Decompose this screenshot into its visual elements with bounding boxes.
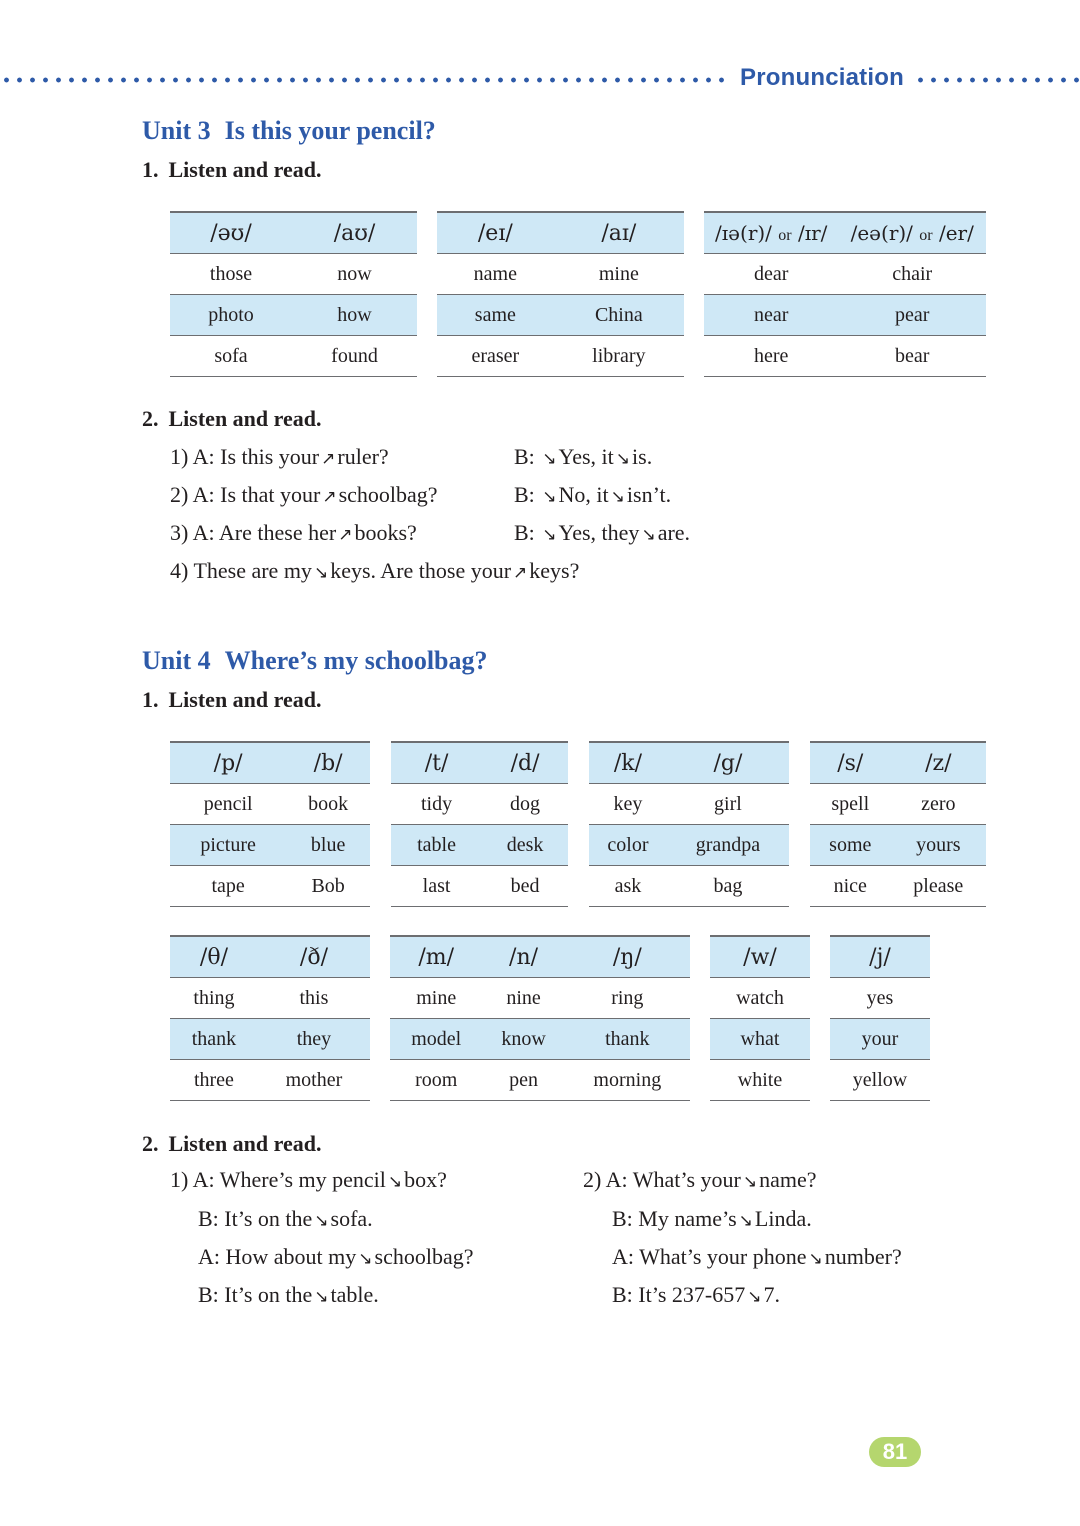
phoneme-header: /aʊ/: [292, 212, 417, 254]
word-cell: spell: [810, 784, 891, 825]
dialog-line-2-answer: [514, 482, 671, 508]
line-number: 4): [170, 558, 189, 583]
dialog-right-line-1: [583, 1167, 817, 1193]
unit4-number: Unit 4: [142, 646, 211, 675]
dialog-text: A: Where’s my pencil: [192, 1167, 386, 1192]
dialog-left-line-1: [170, 1167, 447, 1193]
word-cell: mine: [554, 254, 684, 295]
line-number: 2): [583, 1167, 602, 1192]
dialog-text: A: What’s your phone: [612, 1244, 807, 1269]
dialog-right-line-4: [612, 1282, 780, 1308]
word-cell: pencil: [170, 784, 286, 825]
dialog-text: keys?: [529, 558, 580, 583]
dialog-text: Yes, it: [558, 444, 614, 469]
word-cell: bed: [482, 866, 568, 907]
word-cell: some: [810, 825, 891, 866]
phoneme-header: /n/: [482, 936, 564, 978]
phoneme-header: /p/: [170, 742, 286, 784]
word-cell: white: [710, 1060, 810, 1101]
unit3-section1-number: 1.: [142, 157, 159, 182]
line-number: 3): [170, 520, 189, 545]
phoneme-header: /d/: [482, 742, 568, 784]
word-cell: those: [170, 254, 292, 295]
phoneme-header: [704, 212, 838, 254]
falling-intonation-icon: ↘: [747, 1287, 762, 1307]
unit4-section2-number: 2.: [142, 1131, 159, 1156]
dialog-text: sofa.: [330, 1206, 373, 1231]
phoneme-header: /s/: [810, 742, 891, 784]
dialog-text: B:: [514, 444, 535, 469]
dialog-text: No, it: [558, 482, 609, 507]
phoneme-header: /eɪ/: [437, 212, 554, 254]
falling-intonation-icon: ↘: [738, 1211, 753, 1231]
falling-intonation-icon: ↘: [314, 1287, 329, 1307]
phoneme-header: /b/: [286, 742, 370, 784]
word-cell: table: [391, 825, 482, 866]
dialog-text: is.: [632, 444, 653, 469]
word-cell: desk: [482, 825, 568, 866]
word-cell: pear: [838, 295, 986, 336]
header-dots-right: [914, 75, 1080, 85]
word-cell: nine: [482, 978, 564, 1019]
falling-intonation-icon: ↘: [313, 563, 329, 583]
rising-intonation-icon: ↗: [321, 449, 336, 469]
falling-intonation-icon: ↘: [387, 1172, 403, 1192]
dialog-text: schoolbag?: [374, 1244, 474, 1269]
word-cell: blue: [286, 825, 370, 866]
dialog-text: ruler?: [337, 444, 389, 469]
phoneme-header: /z/: [891, 742, 986, 784]
dialog-text: name?: [759, 1167, 817, 1192]
word-cell: mine: [390, 978, 482, 1019]
word-cell: what: [710, 1019, 810, 1060]
word-cell: library: [554, 336, 684, 377]
word-cell: know: [482, 1019, 564, 1060]
unit4-section1-number: 1.: [142, 687, 159, 712]
unit4-title: [142, 646, 488, 676]
word-cell: nice: [810, 866, 891, 907]
dialog-text: A: How about my: [198, 1244, 357, 1269]
dialog-line-1-answer: [514, 444, 652, 470]
falling-intonation-icon: ↘: [742, 1172, 758, 1192]
word-cell: here: [704, 336, 838, 377]
unit4-table-5: [170, 935, 370, 1101]
phoneme-header: /θ/: [170, 936, 258, 978]
phoneme-header-or: or: [919, 227, 933, 244]
unit3-section1-label: Listen and read.: [168, 157, 322, 182]
phoneme-header-part: /ɪə(r)/: [715, 221, 772, 245]
unit4-section2-label: Listen and read.: [168, 1131, 322, 1156]
unit3-section2-number: 2.: [142, 406, 159, 431]
word-cell: ask: [589, 866, 667, 907]
phoneme-header-part: /ɪr/: [797, 221, 828, 245]
unit3-section1-heading: [142, 157, 322, 183]
word-cell: thank: [170, 1019, 258, 1060]
word-cell: found: [292, 336, 417, 377]
word-cell: thing: [170, 978, 258, 1019]
falling-intonation-icon: ↘: [615, 449, 631, 469]
phoneme-header-part: /eə(r)/: [850, 221, 913, 245]
word-cell: now: [292, 254, 417, 295]
word-cell: eraser: [437, 336, 554, 377]
word-cell: grandpa: [667, 825, 789, 866]
phoneme-header: /aɪ/: [554, 212, 684, 254]
dialog-text: B: It’s on the: [198, 1282, 313, 1307]
phoneme-header: /k/: [589, 742, 667, 784]
word-cell: yellow: [830, 1060, 930, 1101]
phoneme-header: /m/: [390, 936, 482, 978]
dialog-right-line-3: [612, 1244, 902, 1270]
word-cell: ring: [565, 978, 690, 1019]
header-title: Pronunciation: [740, 64, 904, 91]
dialog-text: schoolbag?: [338, 482, 438, 507]
dialog-left-line-4: [198, 1282, 379, 1308]
dialog-text: Linda.: [754, 1206, 812, 1231]
dialog-text: A: Is this your: [192, 444, 320, 469]
unit4-table-1: [170, 741, 370, 907]
unit3-title-text: Is this your pencil?: [224, 116, 436, 145]
word-cell: photo: [170, 295, 292, 336]
unit4-table-8: [830, 935, 930, 1101]
unit4-table-2: [391, 741, 568, 907]
unit3-table-3: [704, 211, 986, 377]
word-cell: model: [390, 1019, 482, 1060]
word-cell: zero: [891, 784, 986, 825]
word-cell: book: [286, 784, 370, 825]
dialog-text: B: My name’s: [612, 1206, 737, 1231]
unit3-section2-heading: [142, 406, 322, 432]
word-cell: tidy: [391, 784, 482, 825]
dialog-line-3-answer: [514, 520, 690, 546]
word-cell: morning: [565, 1060, 690, 1101]
word-cell: near: [704, 295, 838, 336]
word-cell: sofa: [170, 336, 292, 377]
unit4-table-7: [710, 935, 810, 1101]
unit3-title: [142, 116, 436, 146]
unit3-table-1: [170, 211, 417, 377]
dialog-text: B: It’s on the: [198, 1206, 313, 1231]
header-dots-left: [0, 75, 730, 85]
rising-intonation-icon: ↗: [338, 525, 353, 545]
word-cell: last: [391, 866, 482, 907]
falling-intonation-icon: ↘: [542, 487, 557, 507]
falling-intonation-icon: ↘: [610, 487, 625, 507]
word-cell: girl: [667, 784, 789, 825]
dialog-text: A: What’s your: [605, 1167, 741, 1192]
word-cell: picture: [170, 825, 286, 866]
unit4-title-text: Where’s my schoolbag?: [224, 646, 488, 675]
unit4-table-4: [810, 741, 986, 907]
page-number: 81: [869, 1437, 921, 1467]
phoneme-header: /g/: [667, 742, 789, 784]
phoneme-header: /j/: [830, 936, 930, 978]
rising-intonation-icon: ↗: [322, 487, 337, 507]
word-cell: bear: [838, 336, 986, 377]
dialog-line-3: [170, 520, 417, 546]
phoneme-header: /t/: [391, 742, 482, 784]
word-cell: color: [589, 825, 667, 866]
word-cell: dog: [482, 784, 568, 825]
word-cell: yours: [891, 825, 986, 866]
dialog-text: B: It’s 237-657: [612, 1282, 746, 1307]
dialog-text: isn’t.: [626, 482, 672, 507]
falling-intonation-icon: ↘: [314, 1211, 329, 1231]
unit3-number: Unit 3: [142, 116, 211, 145]
unit4-section2-heading: [142, 1131, 322, 1157]
falling-intonation-icon: ↘: [641, 525, 656, 545]
word-cell: mother: [258, 1060, 370, 1101]
rising-intonation-icon: ↗: [513, 563, 528, 583]
dialog-text: A: Are these her: [192, 520, 337, 545]
word-cell: key: [589, 784, 667, 825]
page-header: [0, 62, 1080, 98]
dialog-text: B:: [514, 482, 535, 507]
unit4-section1-heading: [142, 687, 322, 713]
dialog-text: 7.: [763, 1282, 780, 1307]
falling-intonation-icon: ↘: [542, 525, 557, 545]
falling-intonation-icon: ↘: [808, 1249, 823, 1269]
line-number: 2): [170, 482, 189, 507]
dialog-line-2: [170, 482, 438, 508]
word-cell: same: [437, 295, 554, 336]
dialog-text: box?: [404, 1167, 447, 1192]
word-cell: tape: [170, 866, 286, 907]
word-cell: pen: [482, 1060, 564, 1101]
unit3-section2-label: Listen and read.: [168, 406, 322, 431]
phoneme-header: [838, 212, 986, 254]
word-cell: Bob: [286, 866, 370, 907]
phoneme-header-part: /er/: [938, 221, 974, 245]
dialog-text: keys. Are those your: [330, 558, 512, 583]
phoneme-header: /əʊ/: [170, 212, 292, 254]
dialog-text: A: Is that your: [192, 482, 321, 507]
word-cell: they: [258, 1019, 370, 1060]
dialog-text: B:: [514, 520, 535, 545]
dialog-text: These are my: [193, 558, 312, 583]
word-cell: this: [258, 978, 370, 1019]
word-cell: your: [830, 1019, 930, 1060]
dialog-left-line-2: [198, 1206, 373, 1232]
phoneme-header: /ð/: [258, 936, 370, 978]
word-cell: how: [292, 295, 417, 336]
word-cell: room: [390, 1060, 482, 1101]
falling-intonation-icon: ↘: [542, 449, 557, 469]
word-cell: thank: [565, 1019, 690, 1060]
unit4-section1-label: Listen and read.: [168, 687, 322, 712]
unit4-table-6: [390, 935, 690, 1101]
word-cell: three: [170, 1060, 258, 1101]
dialog-left-line-3: [198, 1244, 473, 1270]
word-cell: please: [891, 866, 986, 907]
dialog-text: books?: [354, 520, 417, 545]
word-cell: dear: [704, 254, 838, 295]
unit4-table-3: [589, 741, 789, 907]
dialog-line-4: [170, 558, 579, 584]
line-number: 1): [170, 1167, 189, 1192]
dialog-text: Yes, they: [558, 520, 640, 545]
word-cell: chair: [838, 254, 986, 295]
dialog-text: are.: [657, 520, 691, 545]
dialog-text: number?: [824, 1244, 902, 1269]
phoneme-header: /ŋ/: [565, 936, 690, 978]
word-cell: yes: [830, 978, 930, 1019]
dialog-right-line-2: [612, 1206, 812, 1232]
phoneme-header: /w/: [710, 936, 810, 978]
word-cell: China: [554, 295, 684, 336]
phoneme-header-or: or: [778, 227, 792, 244]
unit3-table-2: [437, 211, 684, 377]
word-cell: bag: [667, 866, 789, 907]
word-cell: watch: [710, 978, 810, 1019]
dialog-line-1: [170, 444, 389, 470]
line-number: 1): [170, 444, 189, 469]
dialog-text: table.: [330, 1282, 379, 1307]
falling-intonation-icon: ↘: [358, 1249, 373, 1269]
word-cell: name: [437, 254, 554, 295]
